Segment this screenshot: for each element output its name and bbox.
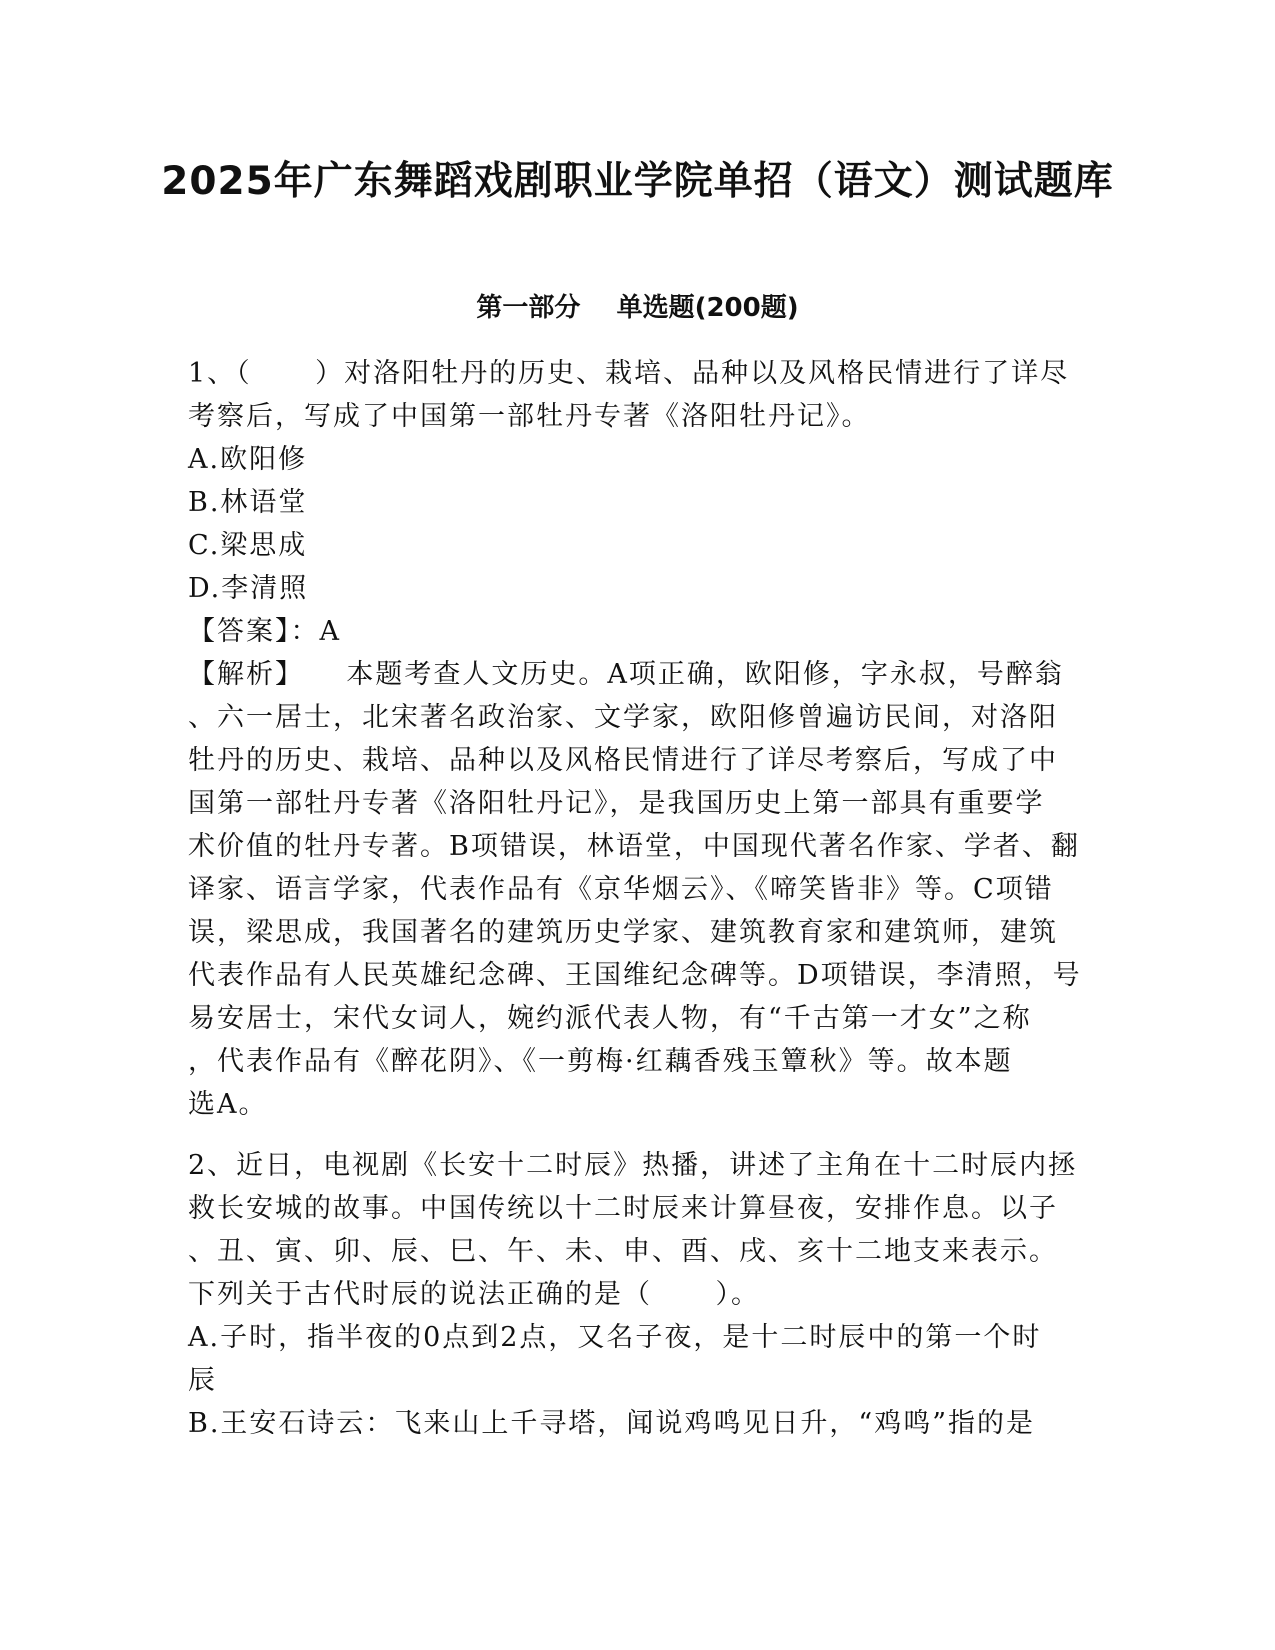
question-stem-line: 1、（ ）对洛阳牡丹的历史、栽培、品种以及风格民情进行了详尽 bbox=[188, 358, 1070, 389]
question-list bbox=[188, 352, 1093, 1445]
explanation-line: 误，梁思成，我国著名的建筑历史学家、建筑教育家和建筑师，建筑 bbox=[188, 917, 1058, 948]
explanation-line: 国第一部牡丹专著《洛阳牡丹记》，是我国历史上第一部具有重要学 bbox=[188, 788, 1045, 819]
question-stem-line: 下列关于古代时辰的说法正确的是（ ）。 bbox=[188, 1279, 760, 1310]
explanation-line: 术价值的牡丹专著。B项错误，林语堂，中国现代著名作家、学者、翻 bbox=[188, 831, 1080, 862]
section-heading: 第一部分 单选题(200题) bbox=[476, 293, 799, 323]
answer-line: 【答案】：A bbox=[188, 616, 341, 647]
question-stem-line: 救长安城的故事。中国传统以十二时辰来计算昼夜，安排作息。以子 bbox=[188, 1193, 1058, 1224]
question-1 bbox=[188, 352, 1093, 1126]
question-stem-line: 考察后，写成了中国第一部牡丹专著《洛阳牡丹记》。 bbox=[188, 401, 871, 432]
explanation-line: 【解析】 本题考查人文历史。A项正确，欧阳修，字永叔，号醉翁 bbox=[188, 659, 1064, 690]
explanation-line: 易安居士，宋代女词人，婉约派代表人物，有“千古第一才女”之称 bbox=[188, 1003, 1032, 1034]
explanation-line: 、六一居士，北宋著名政治家、文学家，欧阳修曾遍访民间，对洛阳 bbox=[188, 702, 1058, 733]
explanation-line: 代表作品有人民英雄纪念碑、王国维纪念碑等。D项错误，李清照，号 bbox=[188, 960, 1082, 991]
explanation-line: 牡丹的历史、栽培、品种以及风格民情进行了详尽考察后，写成了中 bbox=[188, 745, 1058, 776]
question-stem-line: 2、近日，电视剧《长安十二时辰》热播，讲述了主角在十二时辰内拯 bbox=[188, 1150, 1078, 1181]
option-d: D.李清照 bbox=[188, 573, 309, 604]
document-title: 2025年广东舞蹈戏剧职业学院单招（语文）测试题库 bbox=[161, 159, 1114, 204]
option-a: A.欧阳修 bbox=[188, 444, 308, 475]
question-2 bbox=[188, 1144, 1093, 1445]
option-a: A.子时，指半夜的0点到2点，又名子夜，是十二时辰中的第一个时 bbox=[188, 1322, 1042, 1353]
question-spacer bbox=[188, 1126, 1093, 1144]
option-b: B.林语堂 bbox=[188, 487, 308, 518]
option-b: B.王安石诗云：飞来山上千寻塔，闻说鸡鸣见日升，“鸡鸣”指的是 bbox=[188, 1408, 1036, 1439]
explanation-line: 选A。 bbox=[188, 1089, 268, 1120]
question-stem-line: 、丑、寅、卯、辰、巳、午、未、申、酉、戌、亥十二地支来表示。 bbox=[188, 1236, 1058, 1267]
option-c: C.梁思成 bbox=[188, 530, 308, 561]
explanation-line: 译家、语言学家，代表作品有《京华烟云》、《啼笑皆非》等。C项错 bbox=[188, 874, 1054, 905]
explanation-line: ，代表作品有《醉花阴》、《一剪梅·红藕香残玉簟秋》等。故本题 bbox=[188, 1046, 1013, 1077]
option-a-continued: 辰 bbox=[188, 1365, 217, 1396]
